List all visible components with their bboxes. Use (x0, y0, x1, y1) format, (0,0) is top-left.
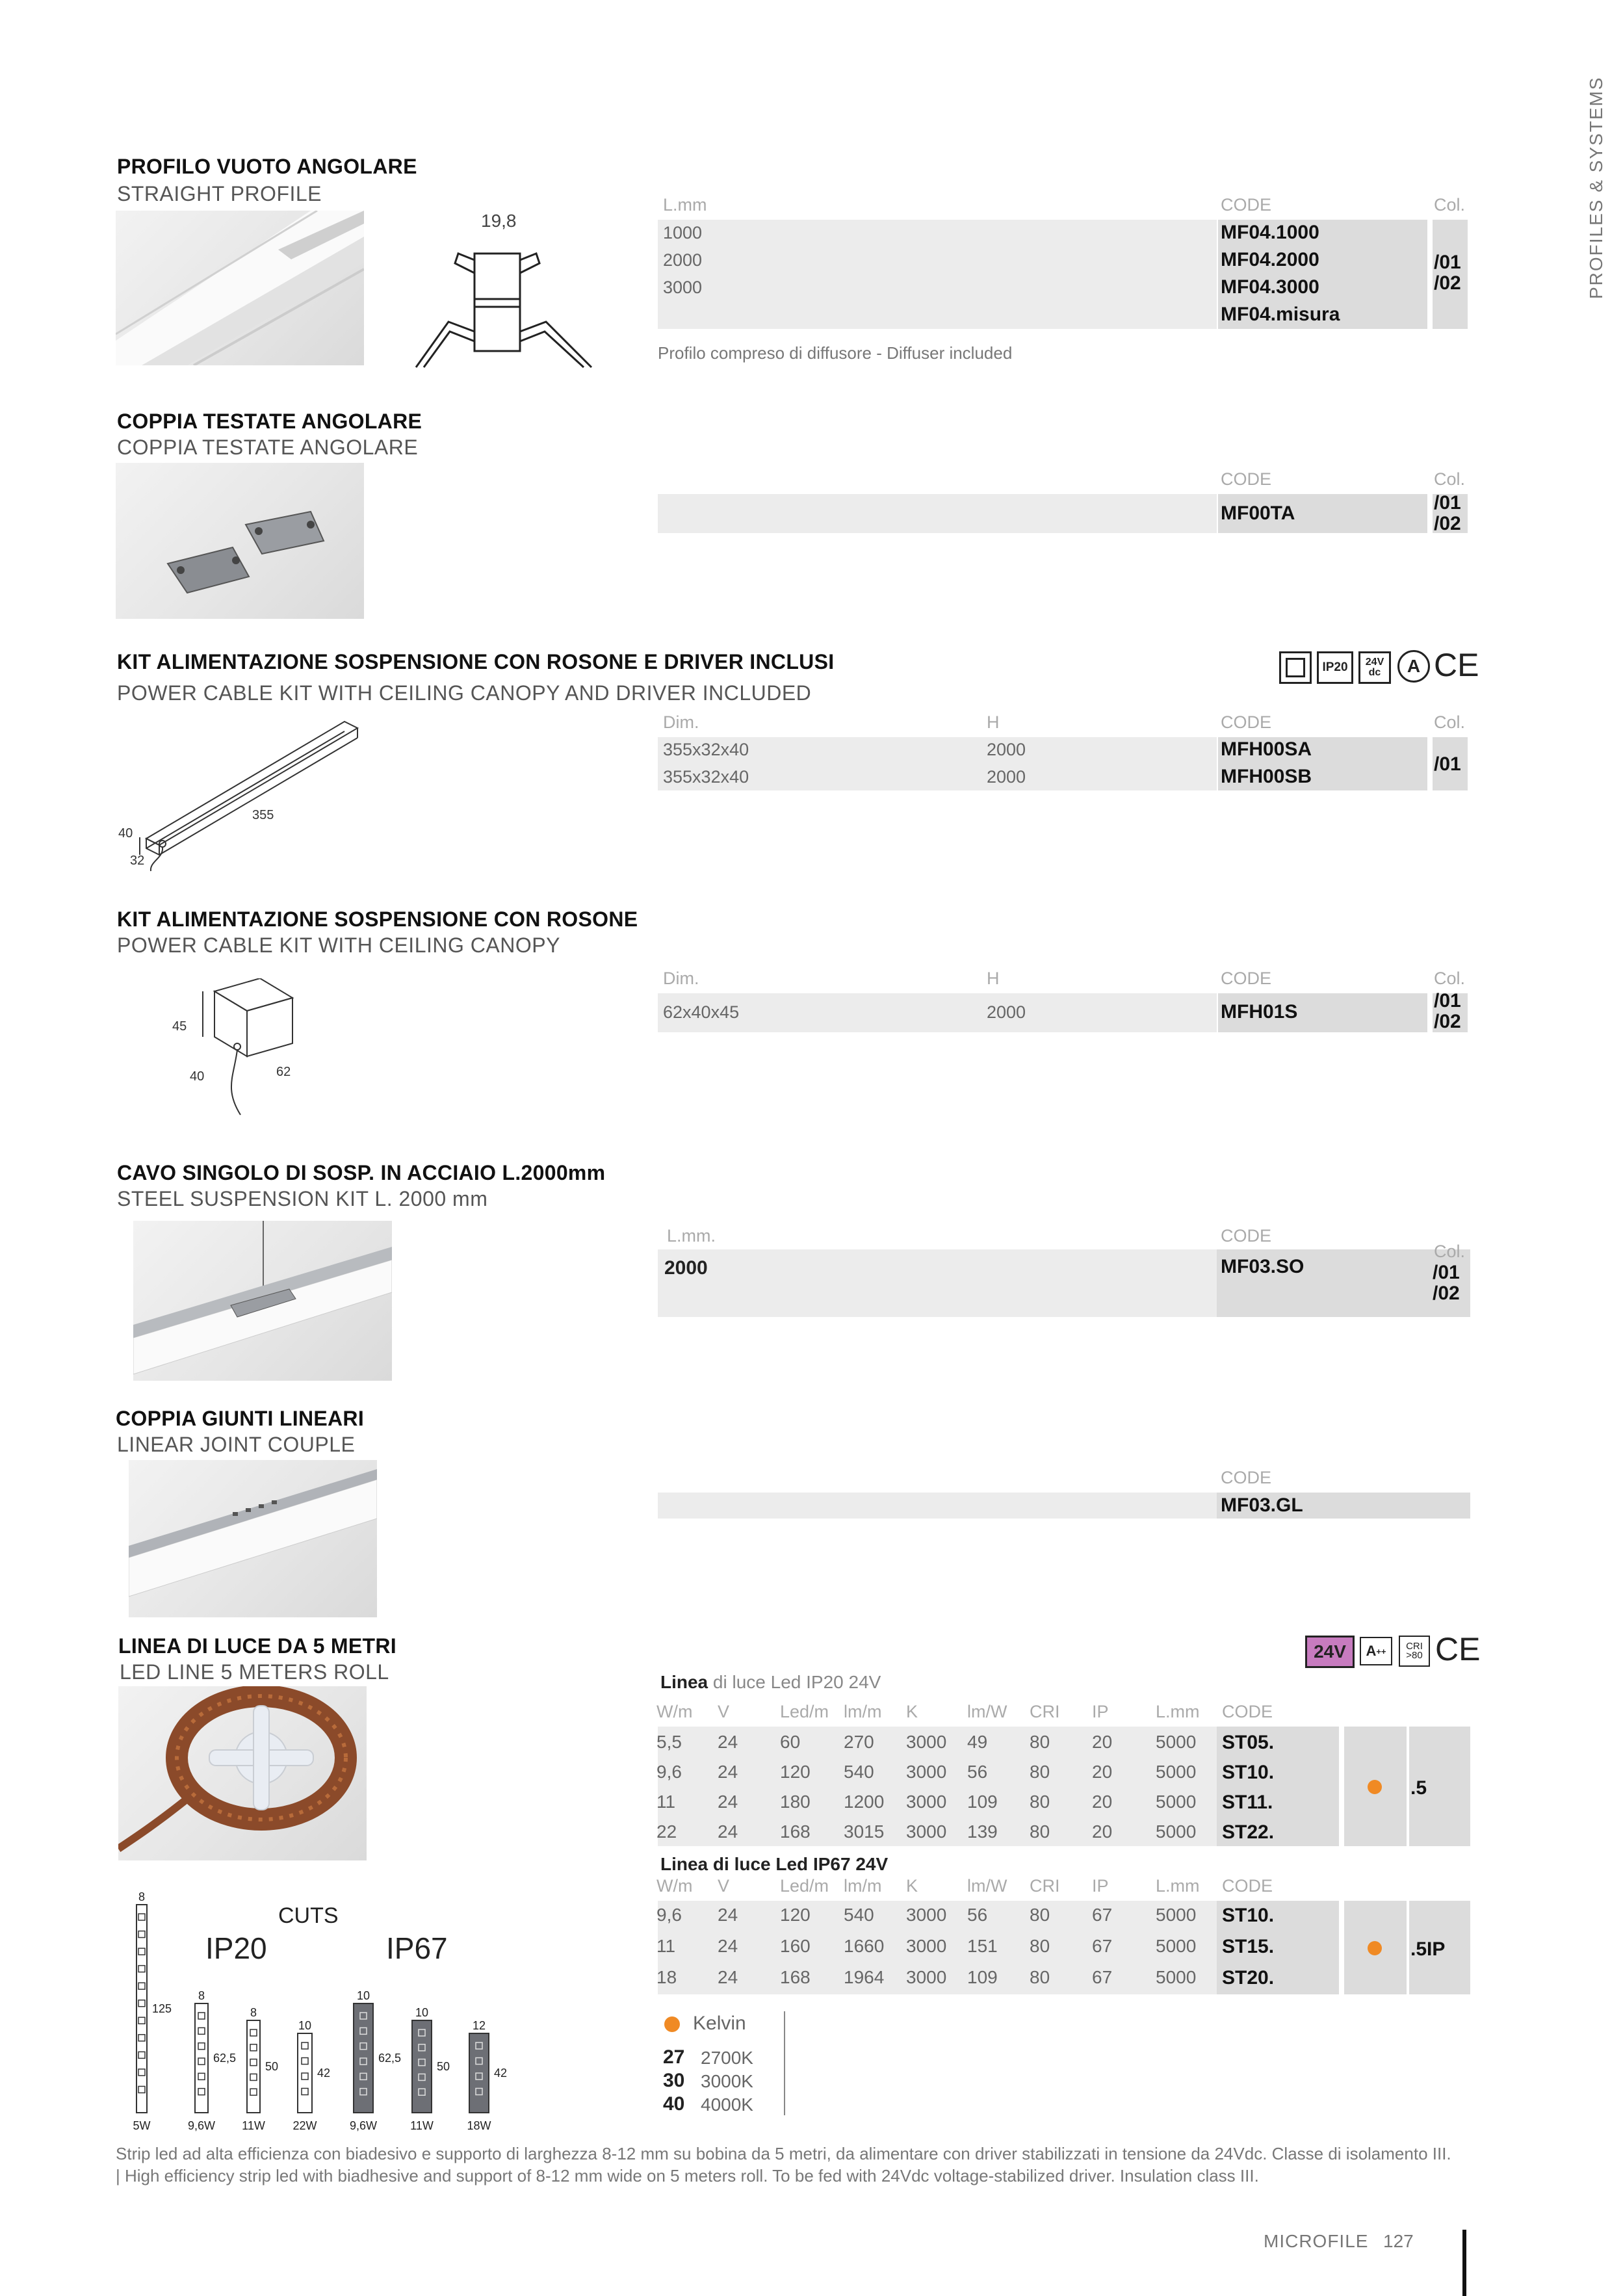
table-header: lm/W (967, 1702, 1007, 1721)
strip-width-label: 12 (472, 2019, 486, 2032)
t1-caption-bold: Linea (660, 1672, 708, 1692)
volt-dc-icon (1358, 651, 1391, 684)
suspension-photo (133, 1221, 392, 1381)
dim-width: 40 (190, 1069, 205, 1084)
table-header: K (906, 1876, 918, 1896)
table-cell: 5,5 (656, 1732, 682, 1752)
table-cell: 80 (1030, 1905, 1050, 1925)
driver-kit-drawing (110, 709, 364, 878)
strip-length-label: 50 (437, 2060, 450, 2073)
profile-section-drawing (409, 247, 598, 377)
s3-header-code: CODE (1221, 712, 1272, 732)
section-subtitle-testate: COPPIA TESTATE ANGOLARE (117, 436, 419, 459)
table-cell: 49 (967, 1732, 988, 1752)
table-header: CRI (1030, 1702, 1060, 1721)
strip-length-label: 42 (317, 2067, 331, 2080)
dim-height: 45 (172, 1019, 187, 1034)
table-cell: 80 (1030, 1821, 1050, 1842)
cuts-diagram (123, 1889, 513, 2136)
s5-header-l: L.mm. (667, 1226, 716, 1246)
table-cell: 1660 (844, 1936, 885, 1956)
product-code: MF04.1000 (1221, 222, 1319, 243)
kelvin-value: 2700K (701, 2048, 753, 2068)
table-cell: 56 (967, 1905, 988, 1925)
product-code: MF03.GL (1221, 1494, 1303, 1516)
cri-badge (1399, 1636, 1430, 1667)
kelvin-code: 30 (663, 2070, 685, 2091)
table-cell: 24 (718, 1905, 738, 1925)
strip-width-label: 8 (138, 1890, 146, 1903)
end-caps-photo (116, 463, 364, 619)
table-cell: 62x40x45 (663, 1002, 740, 1022)
cuts-ip67: IP67 (386, 1931, 448, 1965)
kelvin-label: Kelvin (693, 2013, 746, 2034)
product-code: MF00TA (1221, 502, 1295, 524)
table-cell: 2000 (987, 740, 1026, 759)
strip-length-label: 50 (265, 2060, 279, 2073)
section-subtitle-led-line: LED LINE 5 METERS ROLL (120, 1660, 389, 1684)
table-cell: 80 (1030, 1936, 1050, 1956)
strip-power-label: 18W (467, 2119, 491, 2132)
table-cell: 18 (656, 1967, 677, 1987)
table-header: IP (1092, 1876, 1109, 1896)
table-cell: 2000 (663, 250, 703, 270)
table-cell: 56 (967, 1762, 988, 1782)
page-number: 127 (1383, 2231, 1414, 2251)
s4-row-band (658, 993, 1217, 1032)
dim-length: 62 (276, 1065, 291, 1079)
product-code: MF03.SO (1221, 1256, 1305, 1277)
table-cell: 67 (1092, 1967, 1113, 1987)
table-header: W/m (656, 1702, 693, 1721)
table-header: lm/m (844, 1702, 882, 1721)
table-cell: 22 (656, 1821, 677, 1842)
s1-header-lmm: L.mm (663, 195, 707, 215)
s4-header-h: H (987, 969, 1000, 988)
table-cell: 540 (844, 1762, 874, 1782)
table-cell: 20 (1092, 1792, 1113, 1812)
table-cell: 3000 (906, 1936, 947, 1956)
table-cell: 3000 (906, 1762, 947, 1782)
strip-width-label: 8 (198, 1989, 205, 2002)
table-cell: 9,6 (656, 1905, 682, 1925)
table-header: Led/m (780, 1876, 829, 1896)
table-header: lm/W (967, 1876, 1007, 1896)
strip-width-label: 10 (298, 2019, 312, 2032)
cri-bottom: >80 (1406, 1650, 1423, 1661)
table-cell: 24 (718, 1967, 738, 1987)
side-label: PROFILES & SYSTEMS (1586, 76, 1606, 299)
profile-dimension: 19,8 (481, 211, 517, 231)
product-code: MFH01S (1221, 1001, 1298, 1023)
table-cell: 3000 (906, 1967, 947, 1987)
table-cell: 1200 (844, 1792, 885, 1812)
table-cell: 139 (967, 1821, 998, 1842)
s1-header-code: CODE (1221, 195, 1272, 215)
cut-strip (247, 2020, 260, 2113)
product-code: ST05. (1222, 1732, 1275, 1753)
product-code: MF04.2000 (1221, 249, 1319, 270)
led-roll-photo (118, 1686, 367, 1860)
product-code: ST20. (1222, 1967, 1275, 1989)
suspension-graphic (133, 1221, 392, 1381)
color-code: /01 (1433, 1262, 1460, 1283)
table-cell: 5000 (1156, 1905, 1197, 1925)
product-code: ST15. (1222, 1936, 1275, 1957)
s5-header-code: CODE (1221, 1226, 1272, 1246)
strip-length-label: 125 (152, 2002, 172, 2015)
table-cell: 80 (1030, 1762, 1050, 1782)
dim-height: 40 (118, 826, 133, 841)
ce-icon: CE (1435, 1631, 1481, 1667)
ce-icon: CE (1434, 647, 1479, 683)
footer-bar (1462, 2230, 1466, 2296)
table-cell: 151 (967, 1936, 998, 1956)
table-cell: 24 (718, 1762, 738, 1782)
cri-top: CRI (1406, 1641, 1423, 1652)
t1-caption-rest: di luce Led IP20 24V (708, 1672, 881, 1692)
volt-top: 24V (1365, 657, 1384, 668)
section-title-kit-rosone: KIT ALIMENTAZIONE SOSPENSIONE CON ROSONE (117, 907, 638, 931)
table-cell: 270 (844, 1732, 874, 1752)
t2-suffix: .5IP (1410, 1938, 1446, 1960)
color-code: /02 (1434, 513, 1461, 534)
s3-header-h: H (987, 712, 1000, 732)
canopy-drawing (162, 978, 325, 1121)
table-cell: 3000 (906, 1792, 947, 1812)
table-cell: 1000 (663, 223, 703, 242)
kelvin-legend-dot-icon (664, 2016, 680, 2032)
s3-header-dim: Dim. (663, 712, 699, 732)
table-cell: 24 (718, 1821, 738, 1842)
table-cell: 24 (718, 1936, 738, 1956)
table-cell: 11 (656, 1792, 676, 1812)
table-cell: 3015 (844, 1821, 885, 1842)
color-code: /01 (1434, 252, 1461, 273)
s4-header-code: CODE (1221, 969, 1272, 988)
s4-header-dim: Dim. (663, 969, 699, 988)
table-header: lm/m (844, 1876, 882, 1896)
table-cell: 60 (780, 1732, 801, 1752)
dim-length: 355 (252, 808, 274, 822)
product-code: MFH00SA (1221, 738, 1312, 760)
table-cell: 67 (1092, 1905, 1113, 1925)
section-subtitle-cavo: STEEL SUSPENSION KIT L. 2000 mm (117, 1187, 488, 1210)
strip-power-label: 5W (133, 2119, 151, 2132)
strip-power-label: 11W (410, 2119, 434, 2132)
kelvin-value: 3000K (701, 2071, 753, 2091)
section-title-profilo: PROFILO VUOTO ANGOLARE (117, 155, 417, 178)
color-code: /01 (1434, 990, 1461, 1011)
color-code: /01 (1434, 492, 1461, 514)
table-cell: 24 (718, 1732, 738, 1752)
table-cell: 80 (1030, 1792, 1050, 1812)
table-header: CODE (1222, 1702, 1273, 1721)
product-code: ST11. (1222, 1792, 1273, 1813)
table-cell: 2000 (664, 1257, 708, 1279)
strip-power-label: 11W (242, 2119, 265, 2132)
table-cell: 24 (718, 1792, 738, 1812)
table-cell: 120 (780, 1905, 811, 1925)
strip-length-label: 62,5 (213, 2052, 237, 2065)
table-cell: 120 (780, 1762, 811, 1782)
kelvin-dot-icon (1368, 1941, 1382, 1955)
energy-class-badge (1360, 1637, 1392, 1665)
table-cell: 1964 (844, 1967, 885, 1987)
table-header: K (906, 1702, 918, 1721)
s1-header-col: Col. (1434, 195, 1466, 215)
section-title-led-line: LINEA DI LUCE DA 5 METRI (118, 1634, 396, 1658)
table-cell: 5000 (1156, 1792, 1197, 1812)
t1-caption (660, 1672, 881, 1693)
table-cell: 5000 (1156, 1936, 1197, 1956)
s4-header-col: Col. (1434, 969, 1466, 988)
s1-row-band (658, 220, 1217, 329)
color-code: /01 (1434, 753, 1461, 775)
table-cell: 168 (780, 1967, 811, 1987)
table-header: Led/m (780, 1702, 829, 1721)
table-cell: 5000 (1156, 1732, 1197, 1752)
section-subtitle-profilo: STRAIGHT PROFILE (117, 182, 322, 205)
table-cell: 5000 (1156, 1967, 1197, 1987)
diffuser-note: Profilo compreso di diffusore - Diffuser included (658, 343, 1013, 363)
kelvin-code: 40 (663, 2093, 685, 2115)
table-cell: 355x32x40 (663, 740, 749, 759)
24v-badge: 24V (1305, 1636, 1355, 1668)
table-cell: 67 (1092, 1936, 1113, 1956)
strip-description: Strip led ad alta efficienza con biadesivo e supporto di larghezza 8-12 mm su bobina da 5 metri, da alimentare con driver stabilizzati in tensione da 24Vdc. Classe di isolamento III. | High efficiency strip led with biadhesive and support of 8-12 mm wide on 5 meters roll. To be fed with 24Vdc voltage-stabilized driver. Insulation class III. (116, 2144, 1451, 2185)
t2-caption: Linea di luce Led IP67 24V (660, 1854, 889, 1874)
table-cell: 3000 (663, 278, 703, 297)
s2-header-code: CODE (1221, 469, 1272, 489)
color-code: /02 (1433, 1283, 1460, 1304)
s2-header-col: Col. (1434, 469, 1466, 489)
kelvin-value: 4000K (701, 2094, 753, 2115)
section-subtitle-giunti: LINEAR JOINT COUPLE (117, 1433, 356, 1456)
kelvin-code: 27 (663, 2046, 685, 2068)
section-title-cavo: CAVO SINGOLO DI SOSP. IN ACCIAIO L.2000mm (117, 1161, 606, 1184)
section-title-kit-driver: KIT ALIMENTAZIONE SOSPENSIONE CON ROSONE E DRIVER INCLUSI (117, 650, 835, 673)
led-roll-graphic (118, 1686, 367, 1860)
s3-header-col: Col. (1434, 712, 1466, 732)
table-cell: 180 (780, 1792, 811, 1812)
table-cell: 5000 (1156, 1821, 1197, 1842)
profile-photo (116, 211, 364, 365)
joint-photo (129, 1460, 377, 1617)
table-cell: 2000 (987, 1002, 1026, 1022)
table-cell: 3000 (906, 1905, 947, 1925)
table-cell: 11 (656, 1936, 676, 1956)
table-cell: 80 (1030, 1967, 1050, 1987)
kelvin-divider (784, 2011, 785, 2115)
strip-width-label: 10 (356, 1989, 370, 2002)
product-code: MFH00SB (1221, 766, 1312, 787)
color-code: /02 (1434, 1011, 1461, 1032)
cuts-ip20: IP20 (205, 1931, 267, 1965)
table-cell: 3000 (906, 1732, 947, 1752)
strip-power-label: 9,6W (349, 2119, 378, 2132)
table-cell: 2000 (987, 767, 1026, 787)
class-ii-icon (1279, 651, 1312, 684)
t1-suffix: .5 (1410, 1777, 1427, 1799)
s5-header-col: Col. (1434, 1242, 1466, 1261)
table-cell: 168 (780, 1821, 811, 1842)
table-header: IP (1092, 1702, 1109, 1721)
product-code: MF04.misura (1221, 304, 1340, 325)
product-code: ST10. (1222, 1762, 1275, 1783)
table-header: CRI (1030, 1876, 1060, 1896)
table-cell: 80 (1030, 1732, 1050, 1752)
section-subtitle-kit-rosone: POWER CABLE KIT WITH CEILING CANOPY (117, 933, 560, 957)
dim-width: 32 (130, 854, 145, 868)
s6-header-code: CODE (1221, 1468, 1272, 1487)
table-cell: 109 (967, 1792, 998, 1812)
s2-row-band (658, 494, 1217, 533)
energy-a: A (1366, 1643, 1377, 1659)
section-subtitle-kit-driver: POWER CABLE KIT WITH CEILING CANOPY AND DRIVER INCLUDED (117, 681, 812, 705)
strip-width-label: 8 (250, 2006, 257, 2019)
table-cell: 20 (1092, 1732, 1113, 1752)
a-class-icon: A (1397, 650, 1430, 683)
table-header: L.mm (1156, 1702, 1200, 1721)
footer-label: MICROFILE (1264, 2231, 1369, 2251)
strip-power-label: 22W (292, 2119, 317, 2132)
table-cell: 109 (967, 1967, 998, 1987)
table-cell: 20 (1092, 1821, 1113, 1842)
section-title-testate: COPPIA TESTATE ANGOLARE (117, 410, 422, 433)
product-code: ST10. (1222, 1905, 1275, 1926)
end-caps-graphic (116, 463, 364, 619)
table-header: V (718, 1876, 730, 1896)
s5-row-band (658, 1249, 1217, 1317)
product-code: MF04.3000 (1221, 276, 1319, 298)
color-code: /02 (1434, 272, 1461, 294)
table-header: L.mm (1156, 1876, 1200, 1896)
kelvin-dot-icon (1368, 1780, 1382, 1794)
ip20-icon: IP20 (1317, 651, 1353, 684)
strip-length-label: 42 (494, 2067, 508, 2080)
table-header: W/m (656, 1876, 693, 1896)
product-code: ST22. (1222, 1821, 1275, 1843)
energy-sup: ++ (1376, 1646, 1386, 1656)
section-title-giunti: COPPIA GIUNTI LINEARI (116, 1407, 365, 1430)
s6-row-band (658, 1493, 1217, 1519)
cuts-title: CUTS (278, 1903, 339, 1928)
table-cell: 355x32x40 (663, 767, 749, 787)
table-cell: 160 (780, 1936, 811, 1956)
table-cell: 540 (844, 1905, 874, 1925)
strip-width-label: 10 (415, 2006, 429, 2019)
profile-photo-graphic (116, 211, 364, 365)
joint-graphic (129, 1460, 377, 1617)
table-cell: 20 (1092, 1762, 1113, 1782)
table-header: CODE (1222, 1876, 1273, 1896)
strip-power-label: 9,6W (187, 2119, 216, 2132)
strip-length-label: 62,5 (378, 2052, 402, 2065)
table-cell: 9,6 (656, 1762, 682, 1782)
volt-bottom: dc (1368, 667, 1381, 678)
cut-strip (412, 2020, 432, 2113)
table-cell: 3000 (906, 1821, 947, 1842)
table-header: V (718, 1702, 730, 1721)
table-cell: 5000 (1156, 1762, 1197, 1782)
